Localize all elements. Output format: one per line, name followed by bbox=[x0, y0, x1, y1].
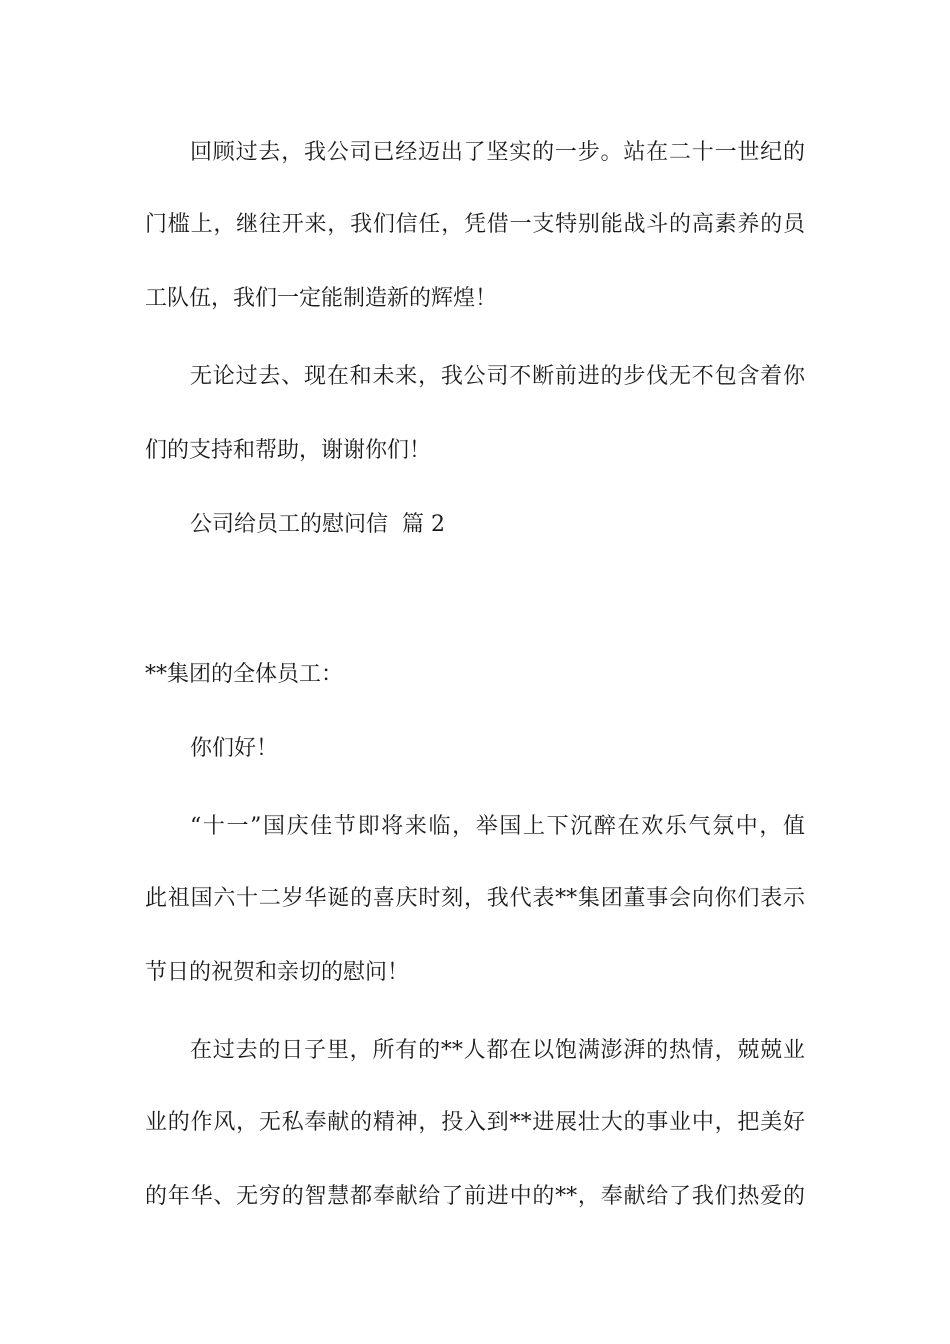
paragraph-1-line-2: 门槛上，继往开来，我们信任，凭借一支特别能战斗的高素养的员 bbox=[145, 212, 805, 237]
paragraph-3-line-2: 此祖国六十二岁华诞的喜庆时刻，我代表**集团董事会向你们表示 bbox=[145, 886, 805, 911]
salutation: **集团的全体员工： bbox=[145, 662, 344, 687]
paragraph-3-line-1: “十一”国庆佳节即将来临，举国上下沉醉在欢乐气氛中，值 bbox=[190, 814, 805, 839]
paragraph-2-line-1: 无论过去、现在和未来，我公司不断前进的步伐无不包含着你 bbox=[190, 364, 805, 389]
paragraph-4-line-2: 业的作风，无私奉献的精神，投入到**进展壮大的事业中，把美好 bbox=[145, 1110, 805, 1135]
paragraph-1-line-1: 回顾过去，我公司已经迈出了坚实的一步。站在二十一世纪的 bbox=[190, 140, 805, 165]
greeting: 你们好！ bbox=[190, 736, 279, 761]
paragraph-4-line-3: 的年华、无穷的智慧都奉献给了前进中的**，奉献给了我们热爱的 bbox=[145, 1184, 805, 1209]
paragraph-2-line-2: 们的支持和帮助，谢谢你们！ bbox=[145, 438, 432, 463]
section-heading: 公司给员工的慰问信 篇 2 bbox=[190, 512, 445, 537]
paragraph-4-line-1: 在过去的日子里，所有的**人都在以饱满澎湃的热情，兢兢业 bbox=[190, 1038, 805, 1063]
paragraph-1-line-3: 工队伍，我们一定能制造新的辉煌！ bbox=[145, 286, 498, 311]
paragraph-3-line-3: 节日的祝贺和亲切的慰问！ bbox=[145, 960, 410, 985]
